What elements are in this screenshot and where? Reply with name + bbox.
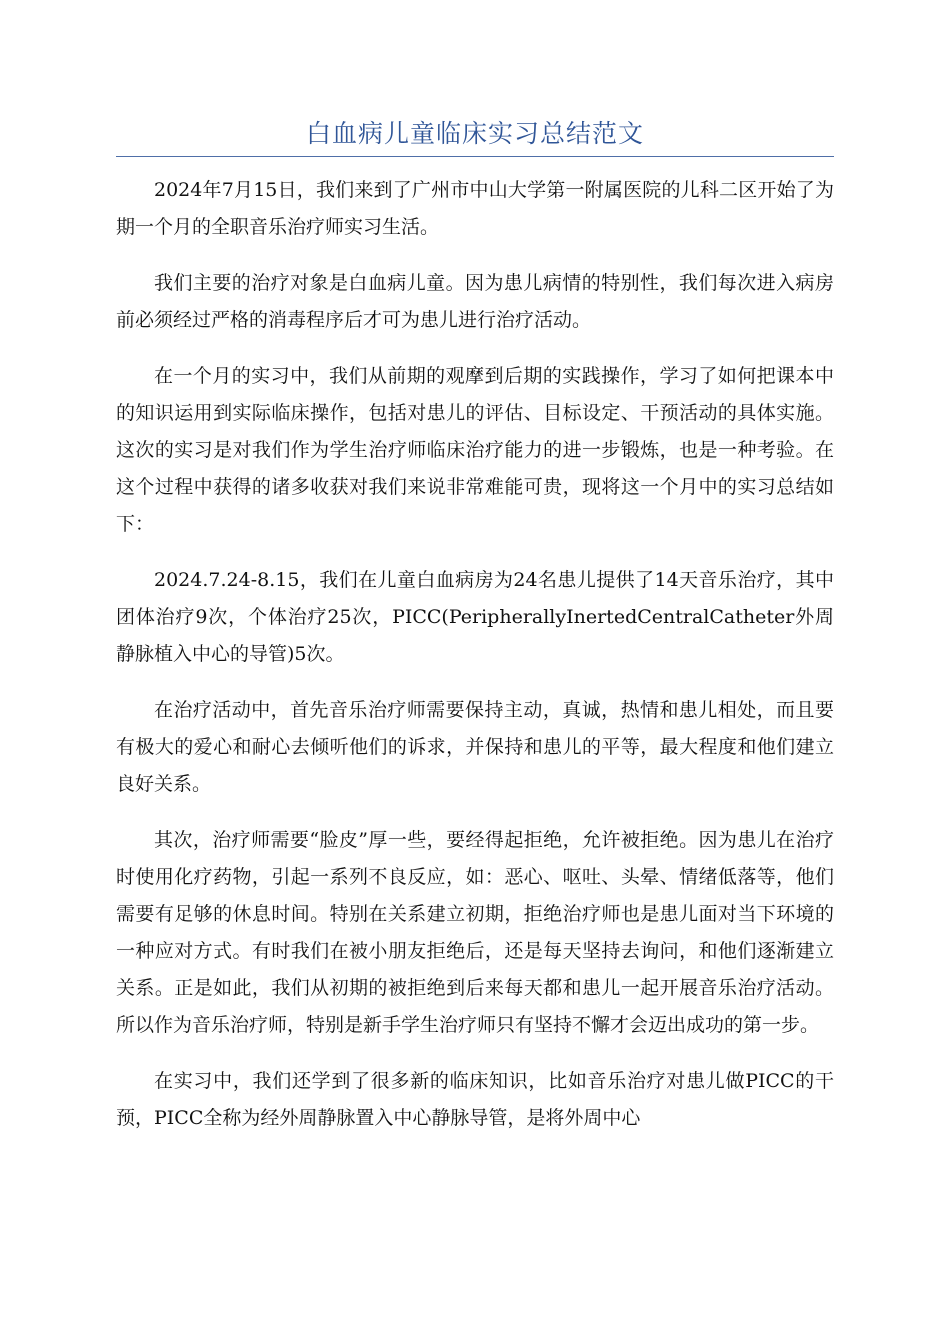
title-block bbox=[116, 112, 834, 157]
paragraph-5: 在治疗活动中，首先音乐治疗师需要保持主动，真诚，热情和患儿相处，而且要有极大的爱心和耐心去倾听他们的诉求，并保持和患儿的平等，最大程度和他们建立良好关系。 bbox=[116, 699, 834, 795]
paragraph-1: 2024年7月15日，我们来到了广州市中山大学第一附属医院的儿科二区开始了为期一个月的全职音乐治疗师实习生活。 bbox=[116, 179, 834, 238]
document-body bbox=[116, 172, 834, 1156]
paragraph-2: 我们主要的治疗对象是白血病儿童。因为患儿病情的特别性，我们每次进入病房前必须经过严格的消毒程序后才可为患儿进行治疗活动。 bbox=[116, 272, 834, 331]
paragraph-4: 2024.7.24-8.15，我们在儿童白血病房为24名患儿提供了14天音乐治疗，其中团体治疗9次，个体治疗25次，PICC(PeripherallyInertedCentralCatheter外周静脉植入中心的导管)5次。 bbox=[116, 569, 834, 665]
paragraph-3: 在一个月的实习中，我们从前期的观摩到后期的实践操作，学习了如何把课本中的知识运用到实际临床操作，包括对患儿的评估、目标设定、干预活动的具体实施。这次的实习是对我们作为学生治疗师临床治疗能力的进一步锻炼，也是一种考验。在这个过程中获得的诸多收获对我们来说非常难能可贵，现将这一个月中的实习总结如下： bbox=[116, 365, 834, 535]
paragraph-6: 其次，治疗师需要“脸皮”厚一些，要经得起拒绝，允许被拒绝。因为患儿在治疗时使用化疗药物，引起一系列不良反应，如：恶心、呕吐、头晕、情绪低落等，他们需要有足够的休息时间。特别在关系建立初期，拒绝治疗师也是患儿面对当下环境的一种应对方式。有时我们在被小朋友拒绝后，还是每天坚持去询问，和他们逐渐建立关系。正是如此，我们从初期的被拒绝到后来每天都和患儿一起开展音乐治疗活动。所以作为音乐治疗师，特别是新手学生治疗师只有坚持不懈才会迈出成功的第一步。 bbox=[116, 829, 834, 1036]
document-title: 白血病儿童临床实习总结范文 bbox=[305, 119, 644, 148]
paragraph-7: 在实习中，我们还学到了很多新的临床知识，比如音乐治疗对患儿做PICC的干预，PICC全称为经外周静脉置入中心静脉导管，是将外周中心 bbox=[116, 1070, 834, 1129]
